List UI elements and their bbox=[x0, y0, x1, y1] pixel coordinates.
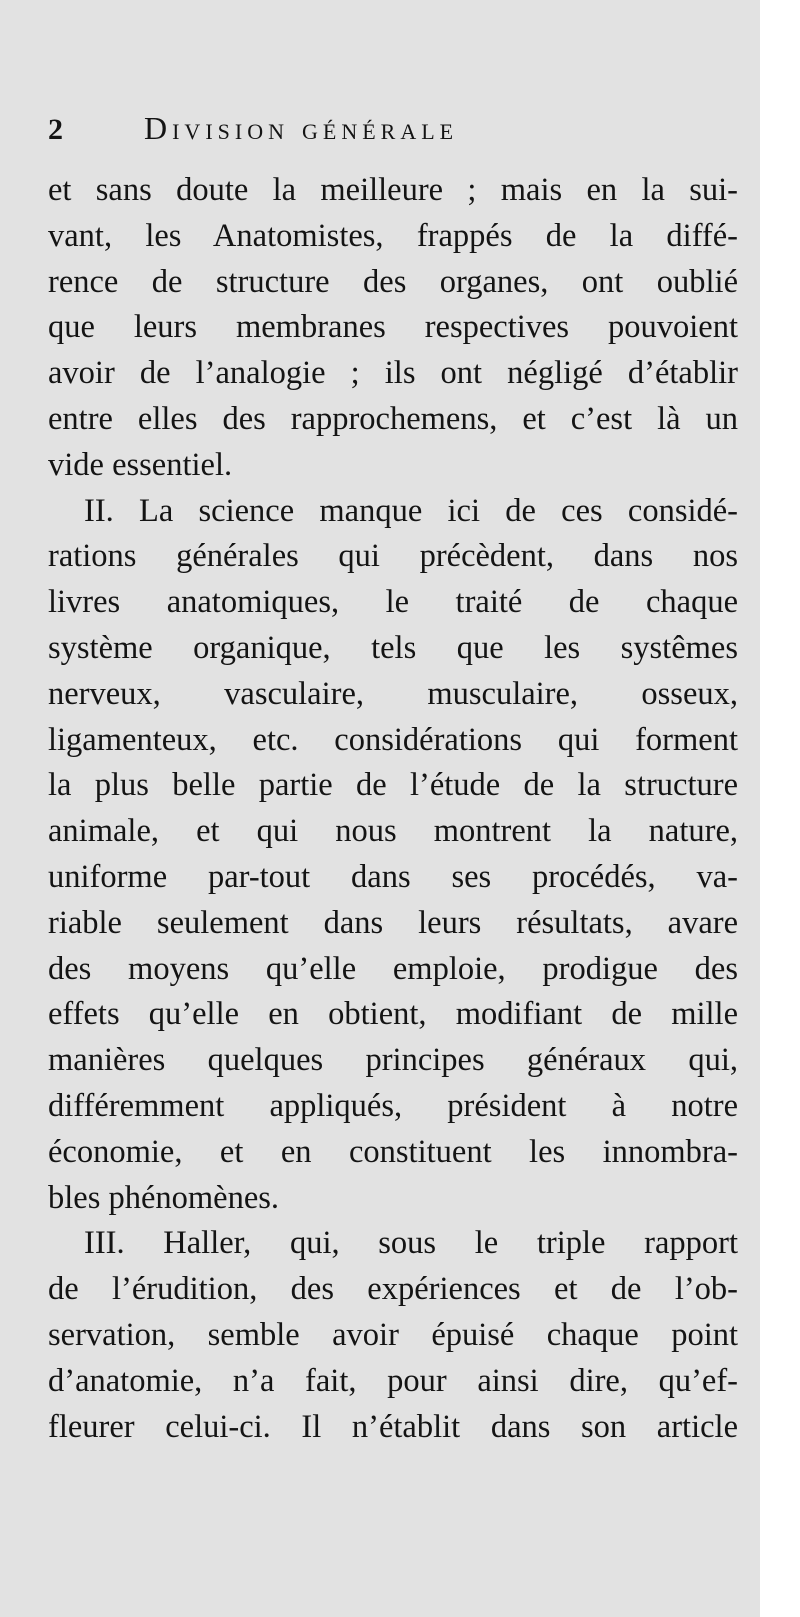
page-number: 2 bbox=[48, 113, 63, 146]
text-line: avoir de l’analogie ; ils ont négligé d’établir bbox=[48, 355, 738, 392]
text-line: II. La science manque ici de ces considé- bbox=[84, 492, 738, 529]
text-line: III. Haller, qui, sous le triple rapport bbox=[84, 1225, 738, 1262]
text-line: uniforme par-tout dans ses procédés, va- bbox=[48, 858, 738, 895]
text-line: fleurer celui-ci. Il n’établit dans son article bbox=[48, 1408, 738, 1445]
text-line: et sans doute la meilleure ; mais en la sui- bbox=[48, 172, 738, 208]
text-line: vide essentiel. bbox=[48, 446, 233, 483]
page-edge bbox=[760, 0, 780, 1617]
body-text bbox=[48, 168, 738, 1450]
text-line: nerveux, vasculaire, musculaire, osseux, bbox=[48, 675, 738, 712]
text-line: différemment appliqués, président à notre bbox=[48, 1087, 738, 1124]
text-line: bles phénomènes. bbox=[48, 1179, 280, 1216]
text-line: ligamenteux, etc. considérations qui forment bbox=[48, 721, 738, 758]
text-line: système organique, tels que les systêmes bbox=[48, 629, 738, 666]
text-line: effets qu’elle en obtient, modifiant de mille bbox=[48, 996, 738, 1033]
text-line: entre elles des rapprochemens, et c’est là un bbox=[48, 400, 738, 437]
text-line: d’anatomie, n’a fait, pour ainsi dire, qu’ef- bbox=[48, 1362, 738, 1399]
text-line: servation, semble avoir épuisé chaque point bbox=[48, 1316, 738, 1353]
text-line: la plus belle partie de l’étude de la structure bbox=[48, 767, 738, 804]
text-line: que leurs membranes respectives pouvoient bbox=[48, 309, 738, 346]
text-line: rations générales qui précèdent, dans nos bbox=[48, 538, 738, 575]
text-line: animale, et qui nous montrent la nature, bbox=[48, 813, 738, 850]
text-line: des moyens qu’elle emploie, prodigue des bbox=[48, 950, 738, 987]
text-line: rence de structure des organes, ont oublié bbox=[48, 263, 738, 300]
text-line: de l’érudition, des expériences et de l’ob- bbox=[48, 1271, 738, 1308]
text-line: vant, les Anatomistes, frappés de la diffé- bbox=[48, 217, 738, 254]
text-line: manières quelques principes généraux qui, bbox=[48, 1042, 738, 1079]
text-line: économie, et en constituent les innombra- bbox=[48, 1133, 738, 1170]
text-line: livres anatomiques, le traité de chaque bbox=[48, 584, 738, 621]
page-header bbox=[48, 110, 738, 154]
running-title: Division générale bbox=[144, 110, 459, 146]
text-line: riable seulement dans leurs résultats, avare bbox=[48, 904, 738, 941]
